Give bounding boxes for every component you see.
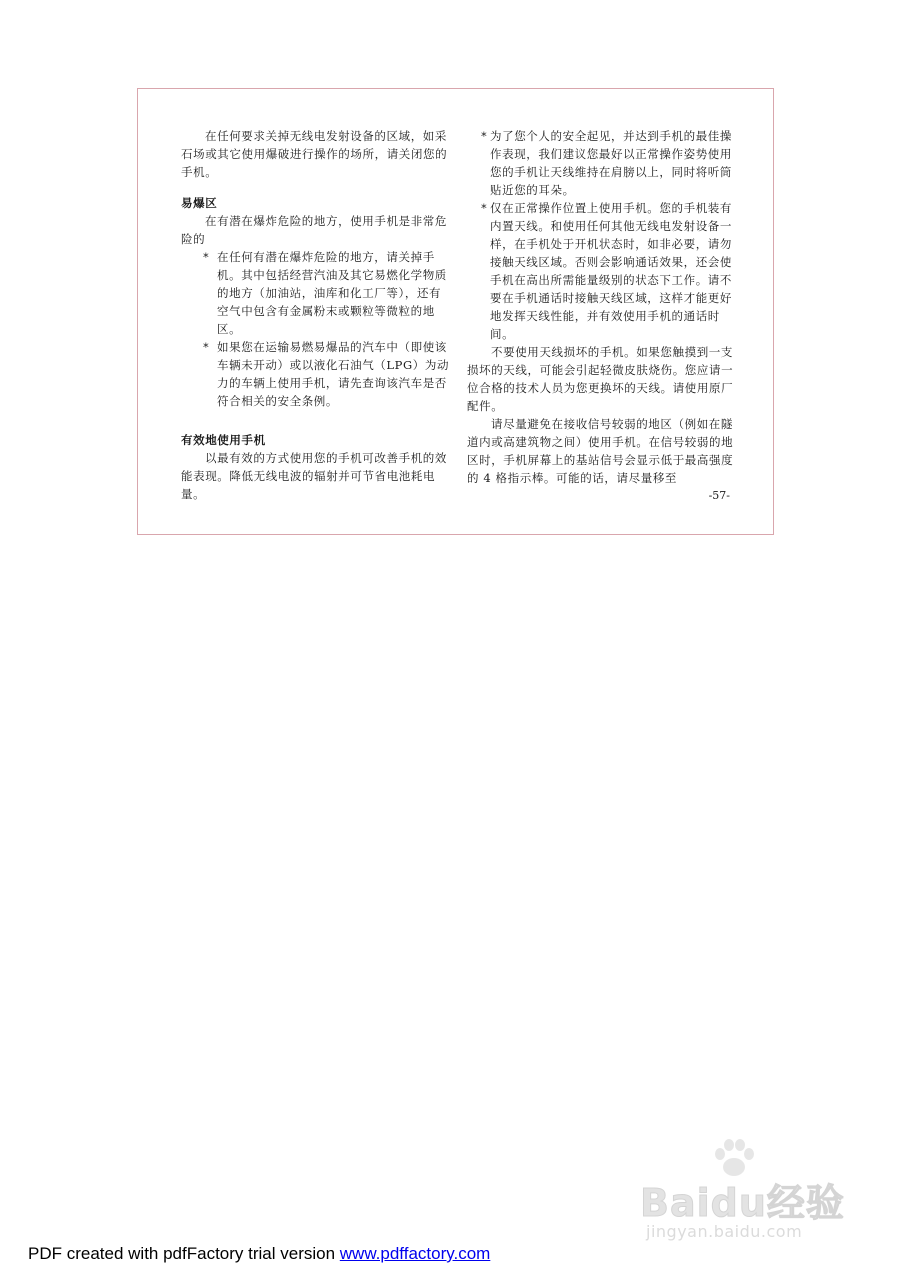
list-item	[203, 248, 451, 338]
footer-text: PDF created with pdfFactory trial version	[28, 1244, 340, 1263]
bullet-asterisk-icon: *	[481, 129, 488, 143]
explosive-bullet-list	[181, 248, 451, 410]
bullet-asterisk-icon: *	[203, 250, 210, 264]
right-column	[467, 127, 739, 487]
efficient-use-paragraph: 以最有效的方式使用您的手机可改善手机的效能表现。降低无线电波的辐射并可节省电池耗电量。	[181, 451, 447, 501]
list-item	[481, 199, 739, 343]
pdf-footer	[28, 1244, 490, 1264]
bullet-asterisk-icon: *	[203, 340, 210, 354]
baidu-watermark	[640, 1138, 870, 1243]
explosive-area-intro: 在有潜在爆炸危险的地方，使用手机是非常危险的	[181, 214, 447, 246]
list-item	[203, 338, 451, 410]
bullet-text: 仅在正常操作位置上使用手机。您的手机装有内置天线。和使用任何其他无线电发射设备一样，在手机处于开机状态时，如非必要，请勿接触天线区域。否则会影响通话效果，还会使手机在高出所需能量级别的状态下工作。请不要在手机通话时接触天线区域，这样才能更好地发挥天线性能，并有效使用手机的通话时间。	[490, 201, 732, 341]
antenna-paragraph: 不要使用天线损坏的手机。如果您触摸到一支损坏的天线，可能会引起轻微皮肤烧伤。您应请一位合格的技术人员为您更换坏的天线。请使用原厂配件。	[467, 345, 734, 413]
page-number: -57-	[708, 489, 730, 502]
watermark-url: jingyan.baidu.com	[646, 1222, 803, 1241]
usage-bullet-list	[467, 127, 739, 343]
watermark-brand: Baidu经验	[640, 1181, 845, 1225]
left-column	[181, 127, 451, 503]
signal-paragraph: 请尽量避免在接收信号较弱的地区（例如在隧道内或高建筑物之间）使用手机。在信号较弱的地区时，手机屏幕上的基站信号会显示低于最高强度的 4 格指示棒。可能的话，请尽量移至	[467, 417, 734, 485]
intro-paragraph: 在任何要求关掉无线电发射设备的区域，如采石场或其它使用爆破进行操作的场所，请关闭您的手机。	[181, 129, 448, 179]
bullet-text: 为了您个人的安全起见，并达到手机的最佳操作表现，我们建议您最好以正常操作姿势使用您的手机让天线维持在肩膀以上，同时将听筒贴近您的耳朵。	[490, 129, 732, 197]
efficient-use-heading: 有效地使用手机	[181, 433, 266, 447]
document-page	[137, 88, 774, 535]
bullet-text: 如果您在运输易燃易爆品的汽车中（即使该车辆未开动）或以液化石油气（LPG）为动力的车辆上使用手机，请先查询该汽车是否符合相关的安全条例。	[217, 340, 450, 408]
list-item	[481, 127, 739, 199]
explosive-area-heading: 易爆区	[181, 196, 218, 210]
bullet-text: 在任何有潜在爆炸危险的地方，请关掉手机。其中包括经营汽油及其它易燃化学物质的地方（加油站，油库和化工厂等），还有空气中包含有金属粉末或颗粒等微粒的地区。	[217, 250, 447, 336]
footer-link[interactable]: www.pdffactory.com	[339, 1244, 491, 1263]
bullet-asterisk-icon: *	[481, 201, 488, 215]
